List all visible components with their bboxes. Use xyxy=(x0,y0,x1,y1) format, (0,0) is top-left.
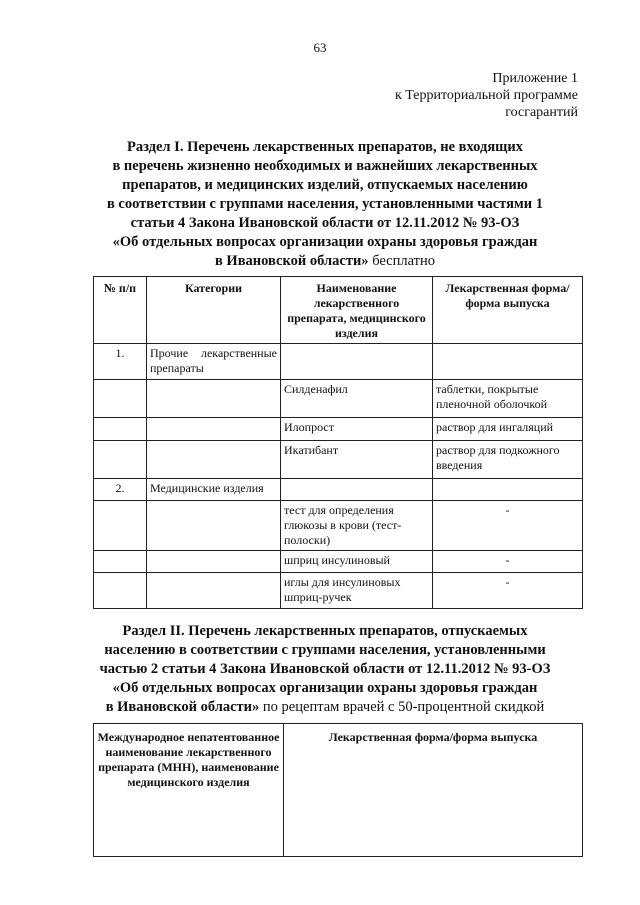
cell-category xyxy=(147,551,281,573)
cell-name xyxy=(281,344,433,380)
header-cell-category: Категории xyxy=(147,277,281,344)
header-cell-number: № п/п xyxy=(94,277,147,344)
cell-category xyxy=(147,441,281,479)
cell-category: Прочие лекарственные препараты xyxy=(147,344,281,380)
cell-name: шприц инсулиновый xyxy=(281,551,433,573)
cell-name: Икатибант xyxy=(281,441,433,479)
cell-number: 2. xyxy=(94,479,147,501)
table-row xyxy=(94,573,583,609)
title-line: препаратов, и медицинских изделий, отпускаемых населению xyxy=(122,177,528,193)
title-line: статьи 4 Закона Ивановской области от 12.11.2012 № 93-ОЗ xyxy=(130,215,520,231)
title-line: в соответствии с группами населения, установленными частями 1 xyxy=(106,196,544,212)
header-cell-mnn: Международное непатентованное наименование лекарственного препарата (МНН), наименование медицинского изделия xyxy=(94,724,284,857)
cell-form xyxy=(433,344,583,380)
table-header-row xyxy=(94,724,583,857)
appendix-line: госгарантий xyxy=(505,105,578,120)
title-line: частью 2 статьи 4 Закона Ивановской области от 12.11.2012 № 93-ОЗ xyxy=(99,661,551,677)
title-line-last xyxy=(70,698,580,717)
title-bold-part: в Ивановской области» xyxy=(214,253,369,269)
cell-category xyxy=(147,380,281,418)
cell-form: раствор для подкожного введения xyxy=(433,441,583,479)
cell-form: таблетки, покрытые пленочной оболочкой xyxy=(433,380,583,418)
title-line: «Об отдельных вопросах организации охраны здоровья граждан xyxy=(112,234,538,250)
cell-category: Медицинские изделия xyxy=(147,479,281,501)
cell-form xyxy=(433,479,583,501)
title-line: Раздел I. Перечень лекарственных препаратов, не входящих xyxy=(126,139,524,155)
cell-category xyxy=(147,418,281,441)
table-header-row xyxy=(94,277,583,344)
header-cell-form: Лекарственная форма/форма выпуска xyxy=(433,277,583,344)
title-line-last xyxy=(70,252,580,271)
header-cell-form: Лекарственная форма/форма выпуска xyxy=(284,724,583,857)
table-row xyxy=(94,479,583,501)
cell-number xyxy=(94,441,147,479)
table-row xyxy=(94,344,583,380)
title-normal-part: бесплатно xyxy=(368,253,436,269)
cell-form: - xyxy=(433,573,583,609)
title-bold-part: в Ивановской области» xyxy=(105,699,260,715)
cell-name: тест для определения глюкозы в крови (тест-полоски) xyxy=(281,501,433,551)
cell-form: - xyxy=(433,501,583,551)
table-row xyxy=(94,501,583,551)
cell-number: 1. xyxy=(94,344,147,380)
cell-number xyxy=(94,551,147,573)
cell-name: иглы для инсулиновых шприц-ручек xyxy=(281,573,433,609)
appendix-line: Приложение 1 xyxy=(492,71,578,86)
cell-number xyxy=(94,380,147,418)
cell-name: Силденафил xyxy=(281,380,433,418)
table-row xyxy=(94,551,583,573)
header-cell-name: Наименование лекарственного препарата, медицинского изделия xyxy=(281,277,433,344)
title-line: Раздел II. Перечень лекарственных препаратов, отпускаемых xyxy=(122,623,528,639)
section-2-title xyxy=(70,622,580,717)
appendix-header xyxy=(395,70,578,121)
cell-name: Илопрост xyxy=(281,418,433,441)
table-row xyxy=(94,418,583,441)
cell-number xyxy=(94,418,147,441)
title-normal-part: по рецептам врачей с 50-процентной скидкой xyxy=(259,699,545,715)
table-row xyxy=(94,380,583,418)
table-row xyxy=(94,441,583,479)
table-section-2 xyxy=(93,723,583,857)
cell-form: - xyxy=(433,551,583,573)
page-number: 63 xyxy=(313,40,327,55)
section-1-title xyxy=(70,138,580,271)
cell-name xyxy=(281,479,433,501)
table-section-1 xyxy=(93,276,583,609)
appendix-line: к Территориальной программе xyxy=(394,88,578,103)
cell-number xyxy=(94,501,147,551)
cell-category xyxy=(147,501,281,551)
title-line: «Об отдельных вопросах организации охраны здоровья граждан xyxy=(112,680,538,696)
title-line: населению в соответствии с группами населения, установленными xyxy=(104,642,546,658)
cell-form: раствор для ингаляций xyxy=(433,418,583,441)
title-line: в перечень жизненно необходимых и важнейших лекарственных xyxy=(112,158,538,174)
cell-category xyxy=(147,573,281,609)
cell-number xyxy=(94,573,147,609)
